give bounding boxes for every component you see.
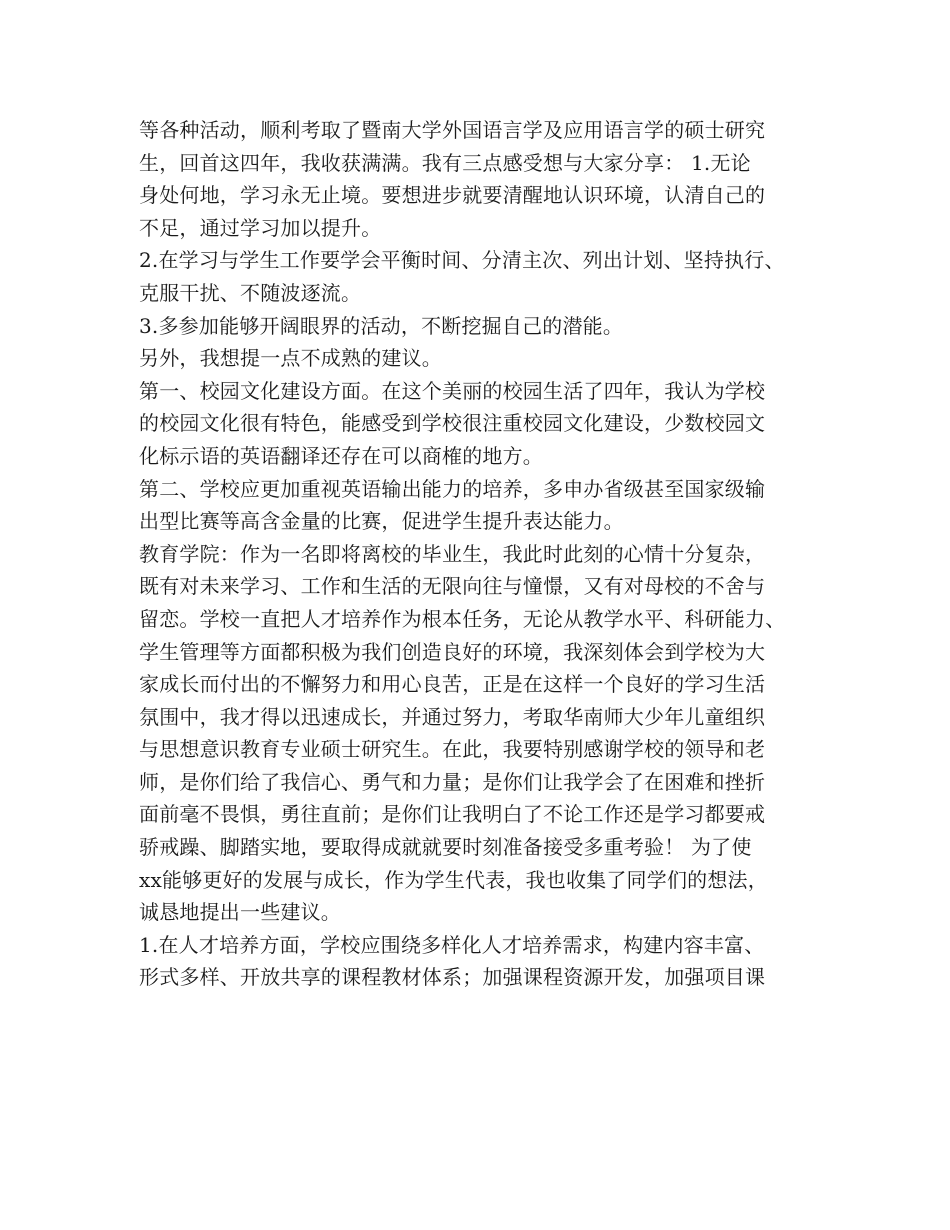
text-line: 面前毫不畏惧，勇往直前；是你们让我明白了不论工作还是学习都要戒 bbox=[139, 802, 766, 827]
text-line: 另外，我想提一点不成熟的建议。 bbox=[139, 346, 442, 371]
text-line: 出型比赛等高含金量的比赛，促进学生提升表达能力。 bbox=[139, 509, 624, 534]
text-line: 第一、校园文化建设方面。在这个美丽的校园生活了四年，我认为学校 bbox=[139, 378, 766, 403]
text-line: 师，是你们给了我信心、勇气和力量；是你们让我学会了在困难和挫折 bbox=[139, 769, 766, 794]
text-line: 第二、学校应更加重视英语输出能力的培养，多申办省级甚至国家级输 bbox=[139, 476, 766, 501]
text-line: 诚恳地提出一些建议。 bbox=[139, 900, 341, 925]
text-line: 克服干扰、不随波逐流。 bbox=[139, 280, 362, 305]
text-line: 的校园文化很有特色，能感受到学校很注重校园文化建设，少数校园文 bbox=[139, 411, 766, 436]
text-line: 学生管理等方面都积极为我们创造良好的环境，我深刻体会到学校为大 bbox=[139, 639, 766, 664]
text-line: 家成长而付出的不懈努力和用心良苦，正是在这样一个良好的学习生活 bbox=[139, 672, 766, 697]
text-line: 形式多样、开放共享的课程教材体系；加强课程资源开发，加强项目课 bbox=[139, 965, 766, 990]
text-line: 生，回首这四年，我收获满满。我有三点感受想与大家分享： 1.无论 bbox=[139, 150, 751, 175]
text-line: 既有对未来学习、工作和生活的无限向往与憧憬，又有对母校的不舍与 bbox=[139, 574, 766, 599]
text-line: 3.多参加能够开阔眼界的活动，不断挖掘自己的潜能。 bbox=[139, 313, 624, 338]
text-line: 氛围中，我才得以迅速成长，并通过努力，考取华南师大少年儿童组织 bbox=[139, 704, 766, 729]
text-line: 与思想意识教育专业硕士研究生。在此，我要特别感谢学校的领导和老 bbox=[139, 737, 766, 762]
text-line: 不足，通过学习加以提升。 bbox=[139, 215, 382, 240]
text-line: xx能够更好的发展与成长，作为学生代表，我也收集了同学们的想法， bbox=[139, 867, 768, 892]
text-line: 教育学院：作为一名即将离校的毕业生，我此时此刻的心情十分复杂， bbox=[139, 541, 766, 566]
text-line: 1.在人才培养方面，学校应围绕多样化人才培养需求，构建内容丰富、 bbox=[139, 932, 765, 957]
text-line: 化标示语的英语翻译还存在可以商榷的地方。 bbox=[139, 443, 543, 468]
text-line: 留恋。学校一直把人才培养作为根本任务，无论从教学水平、科研能力、 bbox=[139, 606, 786, 631]
document-body bbox=[139, 114, 829, 994]
text-line: 2.在学习与学生工作要学会平衡时间、分清主次、列出计划、坚持执行、 bbox=[139, 248, 785, 273]
text-line: 等各种活动，顺利考取了暨南大学外国语言学及应用语言学的硕士研究 bbox=[139, 118, 766, 142]
text-line: 骄戒躁、脚踏实地，要取得成就就要时刻准备接受多重考验！ 为了使 bbox=[139, 835, 752, 860]
text-line: 身处何地，学习永无止境。要想进步就要清醒地认识环境，认清自己的 bbox=[139, 183, 766, 208]
